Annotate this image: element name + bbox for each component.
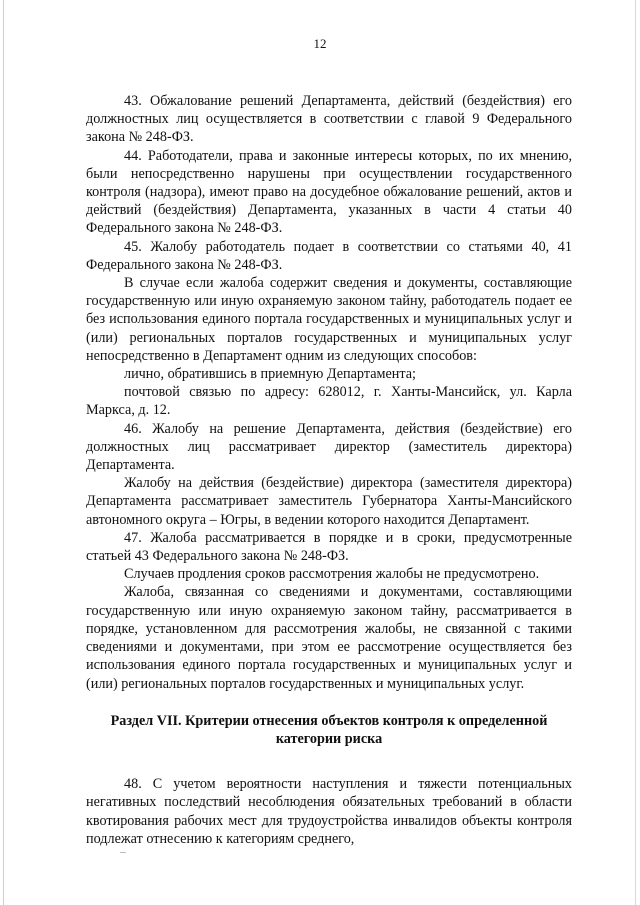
- scan-mark: [120, 852, 126, 853]
- paragraph-method-in-person: лично, обратившись в приемную Департамента;: [124, 366, 416, 383]
- page-number: 12: [313, 36, 327, 51]
- section-spacing: [86, 748, 572, 775]
- paragraph-46-director-complaint: Жалобу на действия (бездействие) директора (заместителя директора) Департамента рассматривает заместитель Губернатора Ханты-Мансийского автономного округа – Югры, в ведении которого находится Департамент.: [86, 475, 572, 528]
- paragraph-48: 48. С учетом вероятности наступления и тяжести потенциальных негативных последствий несоблюдения обязательных требований в области квотирования рабочих мест для трудоустройства инвалидов объекты контроля подлежат отнесению к категориям среднего,: [86, 776, 572, 847]
- paragraph-47-secret-review: Жалоба, связанная со сведениями и документами, составляющими государственную или иную охраняемую законом тайну, рассматривается в порядке, установленном для рассмотрения жалобы, не связанной с такими сведениями и документами, при этом ее рассмотрение осуществляется без использования единого портала государственных и муниципальных услуг и (или) региональных порталов государственных и муниципальных услуг.: [86, 584, 572, 692]
- section-heading: Раздел VII. Критерии отнесения объектов контроля к определенной категории риска: [110, 712, 548, 747]
- paragraph-46: 46. Жалобу на решение Департамента, действия (бездействие) его должностных лиц рассматривает директор (заместитель директора) Департамента.: [86, 420, 572, 474]
- paragraph-44: 44. Работодатели, права и законные интересы которых, по их мнению, были непосредственно нарушены при осуществлении государственного контроля (надзора), имеют право на досудебное обжалование решений, актов и действий (бездействия) Департамента, указанных в части 4 статьи 40 Федерального закона № 248-ФЗ.: [86, 147, 572, 237]
- paragraph-47: 47. Жалоба рассматривается в порядке и в сроки, предусмотренные статьей 43 Федерального закона № 248-ФЗ.: [86, 529, 572, 565]
- paragraph-45-secret-complaints: В случае если жалоба содержит сведения и документы, составляющие государственную или иную охраняемую законом тайну, работодатель подает ее без использования единого портала государственных и муниципальных услуг и (или) региональных порталов государственных и муниципальных услуг непосредственно в Департамент одним из следующих способов:: [86, 275, 572, 364]
- paragraph-47-no-extension: Случаев продления сроков рассмотрения жалобы не предусмотрено.: [124, 566, 540, 583]
- paragraph-45: 45. Жалобу работодатель подает в соответствии со статьями 40, 41 Федерального закона № 248-ФЗ.: [86, 238, 572, 273]
- page-right-edge: [635, 0, 636, 905]
- paragraph-43: 43. Обжалование решений Департамента, действий (бездействия) его должностных лиц осуществляется в соответствии с главой 9 Федерального закона № 248-ФЗ.: [86, 93, 572, 146]
- page-left-edge: [3, 0, 4, 905]
- paragraph-method-postal: почтовой связью по адресу: 628012, г. Ханты-Мансийск, ул. Карла Маркса, д. 12.: [86, 384, 572, 419]
- document-body: [86, 92, 572, 848]
